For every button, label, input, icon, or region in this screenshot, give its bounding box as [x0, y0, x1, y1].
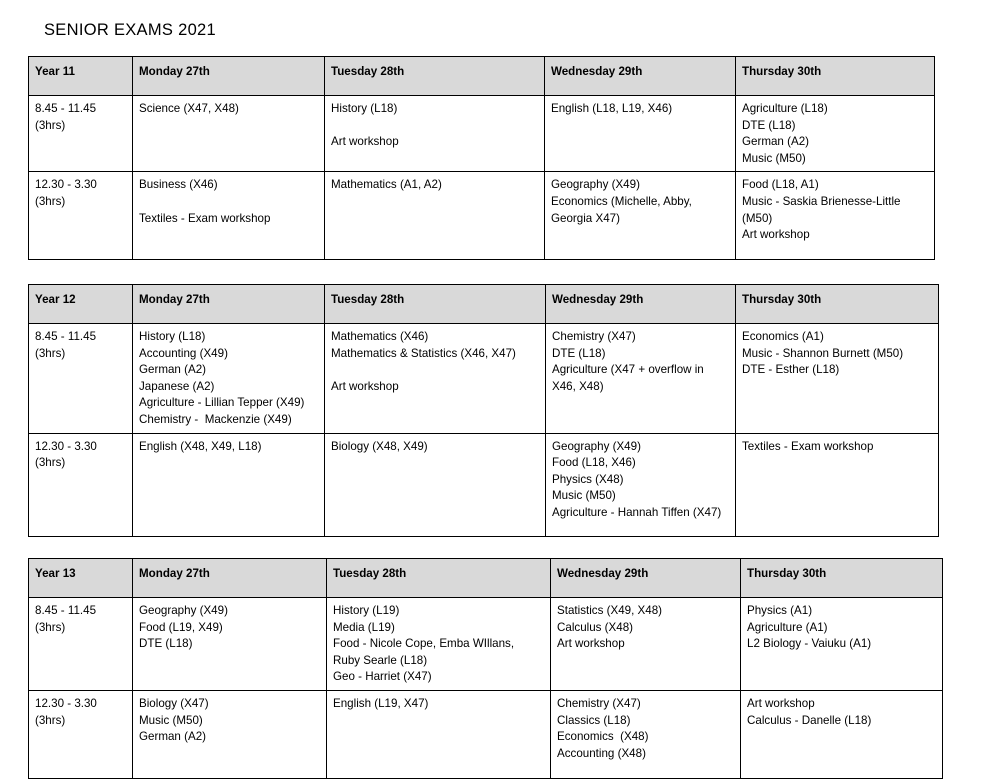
exam-entry: Agriculture (L18) — [742, 102, 828, 115]
column-header-year: Year 13 — [29, 559, 133, 598]
exam-cell — [546, 433, 736, 536]
exam-entry: Music (M50) — [742, 151, 806, 165]
time-slot-duration: (3hrs) — [35, 194, 66, 208]
exam-entry: German (A2) — [742, 135, 810, 149]
exam-cell — [736, 172, 935, 260]
exam-cell — [741, 598, 943, 691]
exam-entry: Economics (A1) — [742, 330, 824, 343]
exam-entry: Mathematics (A1, A2) — [331, 178, 442, 192]
exam-entry: Geo - Harriet (X47) — [333, 670, 432, 684]
column-header-day: Thursday 30th — [736, 57, 935, 96]
time-slot-label: 8.45 - 11.45 — [35, 102, 97, 115]
table-header-row — [29, 285, 939, 324]
exam-entry: Textiles - Exam workshop — [742, 439, 874, 453]
time-slot-label: 8.45 - 11.45 — [35, 604, 97, 617]
exam-entry: English (L19, X47) — [333, 696, 429, 710]
exam-cell — [133, 433, 325, 536]
exam-entry: Economics (X48) — [557, 730, 649, 744]
table-row — [29, 433, 939, 536]
exam-entry: Business (X46) — [139, 178, 218, 192]
exam-entry-spacer — [139, 194, 318, 211]
exam-cell — [327, 598, 551, 691]
exam-entry: Chemistry (X47) — [552, 330, 636, 343]
exam-entry: Mathematics (X46) — [331, 330, 429, 343]
time-slot-label: 12.30 - 3.30 — [35, 178, 97, 192]
exam-entry: Art workshop — [742, 228, 810, 242]
exam-entry-spacer — [331, 362, 539, 379]
column-header-day: Monday 27th — [133, 559, 327, 598]
exam-entry: Art workshop — [557, 637, 625, 651]
column-header-day: Tuesday 28th — [325, 285, 546, 324]
exam-cell — [551, 598, 741, 691]
exam-entry: Science (X47, X48) — [139, 102, 239, 115]
exam-cell — [736, 433, 939, 536]
exam-cell — [325, 433, 546, 536]
exam-cell — [545, 172, 736, 260]
column-header-day: Monday 27th — [133, 57, 325, 96]
exam-entry: Music - Saskia Brienesse-Little (M50) — [742, 194, 904, 225]
exam-entry: History (L18) — [139, 330, 206, 343]
exam-cell — [133, 324, 325, 434]
column-header-day: Monday 27th — [133, 285, 325, 324]
exam-entry: Statistics (X49, X48) — [557, 604, 663, 617]
exam-entry: Music (M50) — [139, 713, 203, 727]
table-row — [29, 598, 943, 691]
exam-entry: Music - Shannon Burnett (M50) — [742, 346, 904, 360]
exam-entry: Agriculture - Lillian Tepper (X49) — [139, 396, 305, 410]
time-slot-cell — [29, 172, 133, 260]
column-header-day: Wednesday 29th — [545, 57, 736, 96]
time-slot-label: 8.45 - 11.45 — [35, 330, 97, 343]
time-slot-cell — [29, 324, 133, 434]
time-slot-cell — [29, 690, 133, 778]
table-row — [29, 96, 935, 172]
column-header-day: Wednesday 29th — [551, 559, 741, 598]
exam-cell — [736, 96, 935, 172]
exam-entry: DTE (L18) — [139, 637, 193, 651]
exam-entry: Food (L18, X46) — [552, 456, 636, 470]
exam-cell — [741, 690, 943, 778]
time-slot-duration: (3hrs) — [35, 346, 66, 360]
exam-entry: Music (M50) — [552, 489, 616, 503]
exam-entry: Calculus (X48) — [557, 620, 634, 634]
exam-entry: Agriculture (A1) — [747, 620, 828, 634]
exam-entry: Food (L18, A1) — [742, 178, 819, 192]
exam-entry: Art workshop — [747, 696, 815, 710]
exam-cell — [736, 324, 939, 434]
exam-entry: Art workshop — [331, 379, 399, 393]
page-title: SENIOR EXAMS 2021 — [44, 21, 217, 39]
time-slot-duration: (3hrs) — [35, 620, 66, 634]
timetable-year-12 — [28, 284, 939, 537]
exam-cell — [133, 96, 325, 172]
exam-entry: Geography (X49) — [552, 439, 641, 453]
exam-cell — [546, 324, 736, 434]
exam-entry: Geography (X49) — [139, 604, 228, 617]
column-header-year: Year 12 — [29, 285, 133, 324]
time-slot-duration: (3hrs) — [35, 456, 66, 470]
exam-entry: Media (L19) — [333, 620, 395, 634]
exam-entry: History (L19) — [333, 604, 400, 617]
column-header-day: Wednesday 29th — [546, 285, 736, 324]
time-slot-cell — [29, 598, 133, 691]
time-slot-duration: (3hrs) — [35, 118, 66, 132]
column-header-day: Tuesday 28th — [325, 57, 545, 96]
exam-entry-spacer — [331, 118, 538, 135]
exam-entry: DTE (L18) — [742, 118, 796, 132]
column-header-day: Tuesday 28th — [327, 559, 551, 598]
exam-cell — [325, 172, 545, 260]
time-slot-label: 12.30 - 3.30 — [35, 439, 97, 453]
exam-cell — [327, 690, 551, 778]
exam-entry: Mathematics & Statistics (X46, X47) — [331, 346, 516, 360]
time-slot-cell — [29, 433, 133, 536]
table-row — [29, 172, 935, 260]
time-slot-cell — [29, 96, 133, 172]
exam-entry: English (X48, X49, L18) — [139, 439, 262, 453]
exam-entry: Japanese (A2) — [139, 379, 215, 393]
exam-entry: Food (L19, X49) — [139, 620, 223, 634]
exam-entry: Agriculture - Hannah Tiffen (X47) — [552, 505, 722, 519]
exam-cell — [325, 96, 545, 172]
exam-entry: DTE - Esther (L18) — [742, 363, 840, 377]
column-header-day: Thursday 30th — [736, 285, 939, 324]
exam-entry: Biology (X47) — [139, 696, 209, 710]
exam-entry: Physics (A1) — [747, 604, 813, 617]
exam-cell — [545, 96, 736, 172]
exam-entry: DTE (L18) — [552, 346, 606, 360]
exam-entry: English (L18, L19, X46) — [551, 102, 673, 115]
exam-entry: Chemistry - Mackenzie (X49) — [139, 412, 292, 426]
exam-cell — [551, 690, 741, 778]
exam-entry: Accounting (X48) — [557, 746, 646, 760]
exam-cell — [133, 598, 327, 691]
table-row — [29, 690, 943, 778]
table-row — [29, 324, 939, 434]
column-header-year: Year 11 — [29, 57, 133, 96]
exam-entry: Biology (X48, X49) — [331, 439, 428, 453]
table-header-row — [29, 559, 943, 598]
exam-entry: Chemistry (X47) — [557, 696, 641, 710]
exam-cell — [133, 690, 327, 778]
exam-entry: Economics (Michelle, Abby, Georgia X47) — [551, 194, 696, 225]
table-header-row — [29, 57, 935, 96]
exam-entry: German (A2) — [139, 730, 207, 744]
exam-entry: Food - Nicole Cope, Emba WIllans, Ruby Searle (L18) — [333, 637, 518, 667]
exam-entry: L2 Biology - Vaiuku (A1) — [747, 637, 872, 651]
exam-entry: Accounting (X49) — [139, 346, 228, 360]
time-slot-label: 12.30 - 3.30 — [35, 696, 97, 710]
exam-entry: Textiles - Exam workshop — [139, 211, 271, 225]
exam-entry: Classics (L18) — [557, 713, 631, 727]
exam-cell — [325, 324, 546, 434]
exam-entry: Geography (X49) — [551, 178, 640, 192]
exam-entry: Art workshop — [331, 135, 399, 149]
exam-entry: Agriculture (X47 + overflow in X46, X48) — [552, 363, 707, 393]
exam-entry: Physics (X48) — [552, 472, 624, 486]
exam-cell — [133, 172, 325, 260]
exam-entry: History (L18) — [331, 102, 398, 115]
column-header-day: Thursday 30th — [741, 559, 943, 598]
timetable-year-11 — [28, 56, 935, 260]
exam-entry: Calculus - Danelle (L18) — [747, 713, 872, 727]
timetable-year-13 — [28, 558, 943, 779]
exam-entry: German (A2) — [139, 363, 207, 377]
time-slot-duration: (3hrs) — [35, 713, 66, 727]
